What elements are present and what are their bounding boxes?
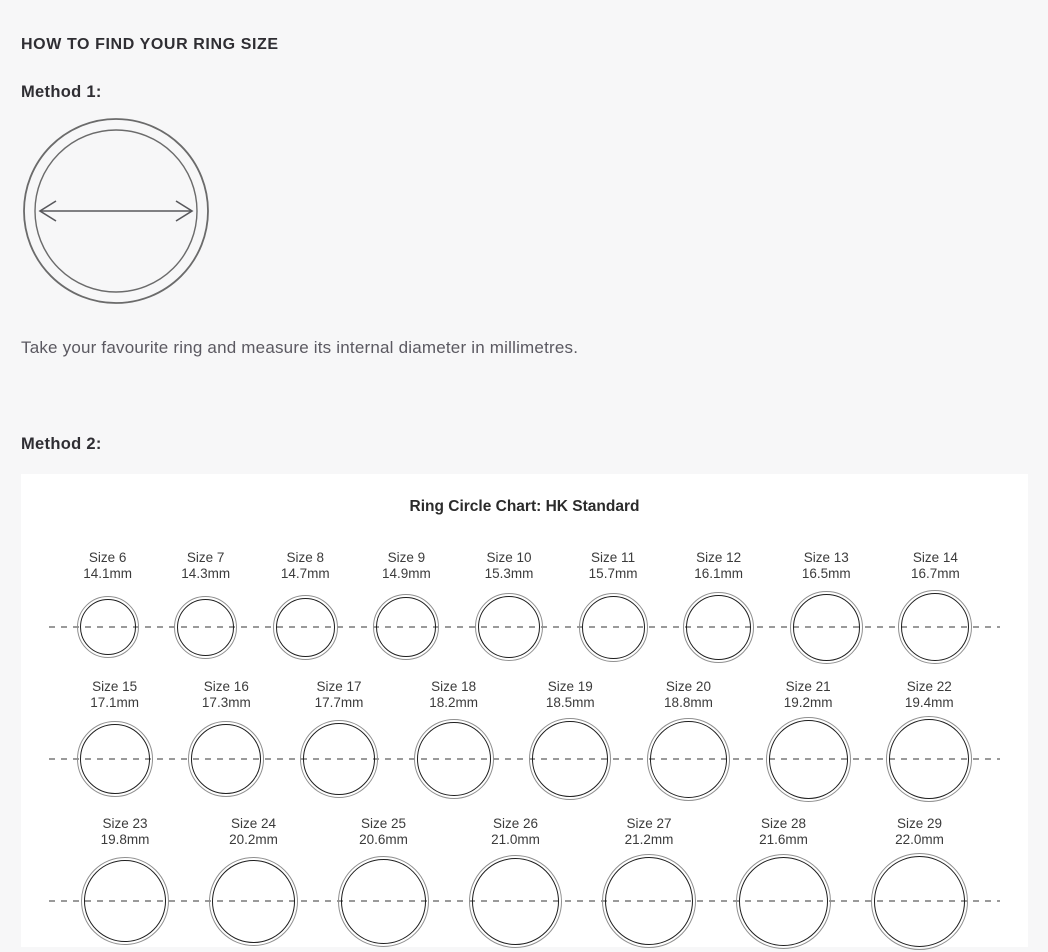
ring-diameter-label: 17.7mm xyxy=(314,695,364,710)
ring-circle-box xyxy=(736,853,831,949)
ring-size-label: Size 21 xyxy=(785,679,831,694)
ring-circle-box xyxy=(469,853,562,949)
ring-size-label: Size 27 xyxy=(626,816,672,831)
ring-circle xyxy=(188,721,264,797)
ring-circle-box xyxy=(273,587,338,667)
ring-row-3 xyxy=(21,816,1028,949)
ring-circle xyxy=(886,716,972,802)
method-1-caption: Take your favourite ring and measure its internal diameter in millimetres. xyxy=(21,338,579,357)
ring-size-label: Size 17 xyxy=(316,679,362,694)
ring-circle-box xyxy=(414,716,494,802)
ring-circle-box xyxy=(338,853,429,949)
ring-item-size-27 xyxy=(602,816,696,949)
ring-item-size-12 xyxy=(683,550,754,667)
ring-circle-inner xyxy=(478,596,540,658)
ring-diameter-label: 19.2mm xyxy=(783,695,833,710)
ring-circle-inner xyxy=(212,860,295,943)
ring-size-label: Size 9 xyxy=(387,550,426,565)
ring-size-label: Size 13 xyxy=(803,550,849,565)
ring-size-label: Size 7 xyxy=(186,550,225,565)
ring-diameter-label: 20.6mm xyxy=(359,832,408,847)
ring-diameter-label: 14.9mm xyxy=(381,566,431,581)
ring-item-size-16 xyxy=(188,679,264,802)
ring-item-size-7 xyxy=(174,550,237,667)
ring-item-size-10 xyxy=(475,550,543,667)
ring-circle xyxy=(529,718,611,800)
ring-item-size-23 xyxy=(81,816,169,949)
ring-circle-inner xyxy=(769,720,848,799)
ring-diameter-label: 21.6mm xyxy=(759,832,808,847)
ring-diameter-label: 14.1mm xyxy=(83,566,132,581)
ring-item-size-29 xyxy=(871,816,968,949)
ring-circle-box xyxy=(790,587,863,667)
ring-size-label: Size 19 xyxy=(547,679,593,694)
ring-diameter-label: 22.0mm xyxy=(895,832,944,847)
ring-circle xyxy=(602,854,696,948)
method-1-label: Method 1: xyxy=(21,83,102,101)
ring-circle-inner xyxy=(605,857,693,945)
ring-diameter-label: 17.1mm xyxy=(90,695,140,710)
ring-circle-inner xyxy=(889,719,969,799)
ring-diameter-label: 19.4mm xyxy=(904,695,954,710)
ring-circle-chart xyxy=(21,474,1028,947)
ring-circle-box xyxy=(373,587,439,667)
ring-diameter-label: 17.3mm xyxy=(201,695,251,710)
ring-item-size-20 xyxy=(647,679,730,802)
ring-circle xyxy=(338,856,429,947)
ring-circle-inner xyxy=(276,598,335,657)
page-title: HOW TO FIND YOUR RING SIZE xyxy=(21,36,279,53)
ring-circle xyxy=(209,857,298,946)
ring-item-size-14 xyxy=(898,550,972,667)
ring-circle xyxy=(766,717,851,802)
ring-item-size-6 xyxy=(77,550,139,667)
ring-item-size-24 xyxy=(209,816,298,949)
ring-item-size-13 xyxy=(790,550,863,667)
ring-circle-box xyxy=(898,587,972,667)
ring-circle xyxy=(898,590,972,664)
ring-circle xyxy=(469,855,562,948)
ring-circle-inner xyxy=(80,724,150,794)
ring-circle xyxy=(414,719,494,799)
ring-size-label: Size 15 xyxy=(92,679,138,694)
ring-circle-inner xyxy=(84,860,166,942)
ring-circle-inner xyxy=(80,599,136,655)
ring-diameter-label: 16.5mm xyxy=(801,566,851,581)
ring-item-size-18 xyxy=(414,679,494,802)
ring-circle-box xyxy=(77,587,139,667)
ring-circle xyxy=(871,853,968,950)
ring-diameter-illustration xyxy=(21,116,211,306)
ring-circle xyxy=(647,718,730,801)
ring-circle xyxy=(579,593,648,662)
ring-diameter-label: 15.3mm xyxy=(484,566,534,581)
ring-diameter-label: 21.2mm xyxy=(624,832,674,847)
ring-circle-inner xyxy=(303,723,375,795)
ring-circle-box xyxy=(475,587,543,667)
ring-circle-box xyxy=(529,716,611,802)
method-2-label: Method 2: xyxy=(21,435,102,453)
ring-diameter-label: 14.3mm xyxy=(181,566,231,581)
ring-size-label: Size 28 xyxy=(760,816,807,831)
ring-item-size-21 xyxy=(766,679,851,802)
ring-item-size-26 xyxy=(469,816,562,949)
ring-circle-box xyxy=(77,716,153,802)
ring-size-label: Size 16 xyxy=(203,679,249,694)
ring-circle xyxy=(174,596,237,659)
ring-circle-box xyxy=(886,716,972,802)
ring-diameter-label: 14.7mm xyxy=(280,566,330,581)
ring-circle-box xyxy=(209,853,298,949)
ring-circle-box xyxy=(871,853,968,949)
ring-size-label: Size 11 xyxy=(591,550,636,565)
ring-circle-box xyxy=(683,587,754,667)
ring-circle-box xyxy=(188,716,264,802)
ring-circle-inner xyxy=(532,721,608,797)
ring-diameter-label: 15.7mm xyxy=(588,566,638,581)
ring-circle-box xyxy=(647,716,730,802)
ring-size-label: Size 6 xyxy=(88,550,127,565)
ring-circle-inner xyxy=(874,856,965,947)
ring-diameter-label: 16.7mm xyxy=(910,566,960,581)
ring-diameter-label: 18.8mm xyxy=(664,695,713,710)
ring-circle-box xyxy=(300,716,378,802)
ring-item-size-8 xyxy=(273,550,338,667)
ring-row-1 xyxy=(21,550,1028,667)
ring-circle xyxy=(273,595,338,660)
chart-rows xyxy=(21,550,1028,949)
ring-size-label: Size 14 xyxy=(912,550,958,565)
ring-circle-inner xyxy=(417,722,491,796)
ring-circle xyxy=(300,720,378,798)
ring-circle-box xyxy=(81,853,169,949)
ring-circle xyxy=(81,857,169,945)
ring-item-size-22 xyxy=(886,679,972,802)
ring-item-size-25 xyxy=(338,816,429,949)
ring-size-label: Size 26 xyxy=(492,816,539,831)
ring-circle-inner xyxy=(177,599,234,656)
ring-diameter-label: 19.8mm xyxy=(100,832,150,847)
ring-diameter-label: 16.1mm xyxy=(694,566,744,581)
ring-circle-inner xyxy=(341,859,426,944)
ring-diameter-label: 21.0mm xyxy=(491,832,540,847)
ring-circle xyxy=(683,592,754,663)
ring-size-label: Size 22 xyxy=(906,679,952,694)
ring-size-label: Size 23 xyxy=(102,816,148,831)
ring-item-size-9 xyxy=(373,550,439,667)
ring-size-label: Size 18 xyxy=(431,679,477,694)
ring-circle-inner xyxy=(793,594,860,661)
ring-circle-inner xyxy=(650,721,727,798)
ring-item-size-19 xyxy=(529,679,611,802)
ring-circle-box xyxy=(766,716,851,802)
ring-circle xyxy=(77,596,139,658)
ring-circle xyxy=(790,591,863,664)
ring-diameter-label: 18.5mm xyxy=(545,695,595,710)
ring-circle-inner xyxy=(739,857,828,946)
ring-circle xyxy=(736,854,831,949)
ring-circle-inner xyxy=(901,593,969,661)
ring-circle xyxy=(77,721,153,797)
ring-row-2 xyxy=(21,679,1028,802)
ring-item-size-15 xyxy=(77,679,153,802)
ring-circle-inner xyxy=(376,597,436,657)
ring-size-label: Size 24 xyxy=(230,816,277,831)
ring-diameter-label: 18.2mm xyxy=(429,695,479,710)
ring-size-label: Size 8 xyxy=(286,550,325,565)
ring-circle-inner xyxy=(191,724,261,794)
chart-title: Ring Circle Chart: HK Standard xyxy=(409,498,640,515)
ring-circle-inner xyxy=(686,595,751,660)
ring-circle-inner xyxy=(472,858,559,945)
ring-diameter-label: 20.2mm xyxy=(229,832,278,847)
ring-item-size-28 xyxy=(736,816,831,949)
ring-circle-box xyxy=(174,587,237,667)
ring-size-label: Size 25 xyxy=(360,816,407,831)
ring-item-size-11 xyxy=(579,550,648,667)
ring-circle xyxy=(373,594,439,660)
ring-circle-box xyxy=(602,853,696,949)
ring-size-label: Size 29 xyxy=(896,816,943,831)
ring-size-label: Size 20 xyxy=(665,679,711,694)
ring-size-label: Size 10 xyxy=(486,550,532,565)
ring-circle-box xyxy=(579,587,648,667)
ring-size-label: Size 12 xyxy=(696,550,742,565)
ring-item-size-17 xyxy=(300,679,378,802)
ring-circle-inner xyxy=(582,596,645,659)
ring-circle xyxy=(475,593,543,661)
